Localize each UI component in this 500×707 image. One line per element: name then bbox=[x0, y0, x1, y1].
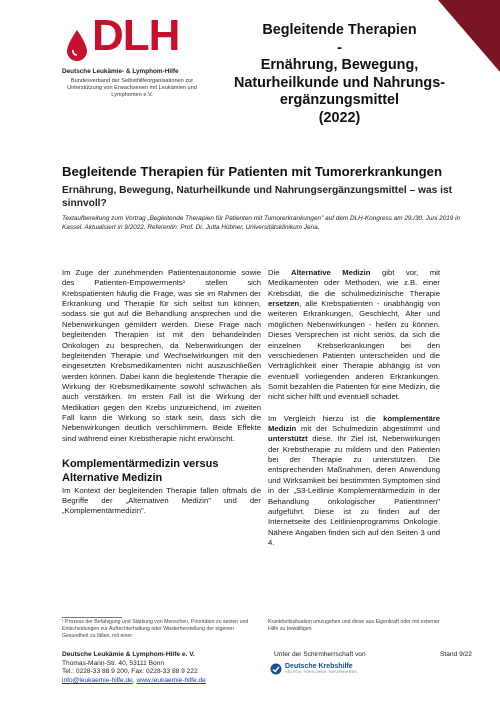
bold-term: unterstützt bbox=[268, 434, 308, 444]
text-run: gibt vor, mit Medikamenten oder Methoden, wie z.B. einer Krebsdiät, die die schulmedizinische Therapie bbox=[268, 268, 440, 298]
header-title-line: ergänzungsmittel bbox=[279, 92, 400, 109]
text-run: diese. Ihr Ziel ist, Nebenwirkungen der Krebstherapie zu mildern und den Patienten bei der Therapie zu unterstützen. Die entsprechenden Maßnahmen, deren Anwendung und Wirksamkeit bei bestimmten Symptomen sind in der „S3-Leitlinie Komplementärmedizin in der Behandlung onkologischer PatientInnen" aufgeführt. Diese ist zu finden auf der Internetseite des Leitlinienprogramms Onkologie. Nähere Angaben finden sich auf den Seiten 3 und 4. bbox=[268, 434, 440, 547]
header-title-line: Begleitende Therapien bbox=[262, 22, 417, 38]
paragraph-alternative-medicine bbox=[268, 268, 440, 403]
corner-triangle-decoration bbox=[438, 0, 500, 72]
text-run: Im Vergleich hierzu ist die bbox=[268, 413, 384, 423]
blood-drop-icon bbox=[64, 28, 90, 62]
footer-phone: Tel.: 0228-33 88 9 200, Fax: 0228-33 88 9 222 bbox=[62, 668, 198, 676]
paragraph: Im Kontext der begleitenden Therapie fallen oftmals die Begriffe der „Alternativen Medizin" und der „Komplementärmedizin". bbox=[62, 485, 261, 516]
text-run: Die bbox=[268, 268, 292, 277]
section-heading: Komplementärmedizin versus Alternative Medizin bbox=[62, 458, 219, 484]
bold-term: ersetzen bbox=[268, 299, 300, 309]
krebshilfe-tagline: HELFEN. FORSCHEN. INFORMIEREN. bbox=[285, 670, 359, 675]
page-status: Stand 9/22 bbox=[440, 651, 472, 658]
bold-term: Alternative Medizin bbox=[291, 268, 371, 277]
krebshilfe-emblem-icon bbox=[270, 663, 282, 675]
link-separator: , bbox=[132, 676, 137, 684]
org-name: Deutsche Leukämie- & Lymphom-Hilfe bbox=[62, 68, 179, 75]
header-title-line: - bbox=[337, 39, 342, 56]
website-link[interactable]: www.leukaemie-hilfe.de bbox=[136, 676, 206, 684]
footer-org-name: Deutsche Leukämie & Lymphom-Hilfe e. V. bbox=[62, 651, 195, 658]
footnote-right: Krankheitssituation umzugehen und diese aus Eigenkraft oder mit externer Hilfe zu bewältigen bbox=[268, 619, 440, 633]
document-subtitle: Ernährung, Bewegung, Naturheilkunde und Nahrungsergänzungsmittel – was ist sinnvoll? bbox=[62, 185, 453, 210]
text-run: mit der Schulmedizin abgestimmt und bbox=[296, 424, 440, 434]
bold-term: komplementäre Medizin bbox=[268, 413, 440, 434]
header-title-line: Naturheilkunde und Nahrungs- bbox=[233, 74, 446, 91]
footer-contact-links bbox=[62, 677, 457, 686]
document-title: Begleitende Therapien für Patienten mit Tumorerkrankungen bbox=[62, 164, 443, 179]
left-column bbox=[62, 268, 261, 528]
paragraph: Im Zuge der zunehmenden Patientenautonomie sowie des Patienten-Empowerments¹ stellen sich Krebspatienten häufig die Frage, was sie im Rahmen der Erkrankung und Therapie für sich selbst tun können, sodass sie gut auf die Behandlung ansprechen und die Nebenwirkungen gemildert werden. Diese Frage nach begleitenden Therapien ist mit den behandelnden Onkologen zu besprechen, da Nebenwirkungen der begleitenden Therapie und Wechselwirkungen mit den eingesetzten Krebsmedikamenten nicht auszuschließen werden können. Dabei kann die begleitende Therapie die Wirkung der Krebsmedikamente sowohl schwächen als auch verstärken. Im ersten Fall ist die Wirkung der Medikation gegen den Krebs unzureichend, im zweiten Fall kann die Wirkung so stark sein, dass sich die Nebenwirkungen deutlich verschlimmern. Beide Effekte sind während einer Krebstherapie nicht erwünscht. bbox=[62, 268, 261, 443]
header-title bbox=[232, 22, 447, 127]
footnote-divider bbox=[62, 617, 122, 618]
krebshilfe-name: Deutsche Krebshilfe bbox=[285, 663, 353, 671]
paragraph-complementary-medicine bbox=[268, 414, 440, 549]
header-title-line: Ernährung, Bewegung, bbox=[260, 57, 419, 74]
email-link[interactable]: info@leukaemie-hilfe.de bbox=[62, 676, 133, 684]
dlh-logo bbox=[62, 11, 252, 99]
footnote-left: ¹ Prozess der Befähigung und Stärkung von Menschen, Prioritäten zu setzen und Entscheidungen zur Aufrechterhaltung oder Wiederherstellung der eigenen Gesundheit zu fällen, mit einer bbox=[62, 619, 249, 640]
intro-note: Textaufbereitung zum Vortrag „Begleitende Therapien für Patienten mit Tumorerkrankungen" auf dem DLH-Kongress am 29./30. Juni 2019 in Kassel. Aktualisiert in 9/2022. Referentin: Prof. Dr. Jutta Hübner, Universitätsklinikum Jena. bbox=[62, 215, 461, 231]
deutsche-krebshilfe-logo bbox=[270, 663, 359, 675]
footer-address: Thomas-Mann-Str. 40, 53111 Bonn bbox=[62, 659, 165, 667]
patronage-label: Unter der Schirmherrschaft von bbox=[274, 651, 366, 658]
org-subtitle: Bundesverband der Selbsthilfeorganisationen zur Unterstützung von Erwachsenen mit Leukämien und Lymphomen e.V. bbox=[67, 78, 197, 98]
header-title-line: (2022) bbox=[318, 109, 361, 126]
text-run: , alle Krebspatienten - unabhängig von weiteren Erkrankungen, Geschlecht, Alter und möglichen Nebenwirkungen - heilen zu können. Dieses Versprechen ist nicht seriös, da sich die einzelnen Krebserkrankungen bei den verschiedenen Patienten unterscheiden und die Verträglichkeit einer Therapie abhängig ist von eventuell vorliegenden anderen Erkrankungen. Somit bezahlen die Patienten für eine Medizin, die nicht sicher hilft und eventuell schadet. bbox=[268, 299, 440, 402]
page-footer bbox=[62, 651, 472, 685]
right-column bbox=[268, 268, 440, 559]
logo-text: DLH bbox=[92, 11, 180, 60]
